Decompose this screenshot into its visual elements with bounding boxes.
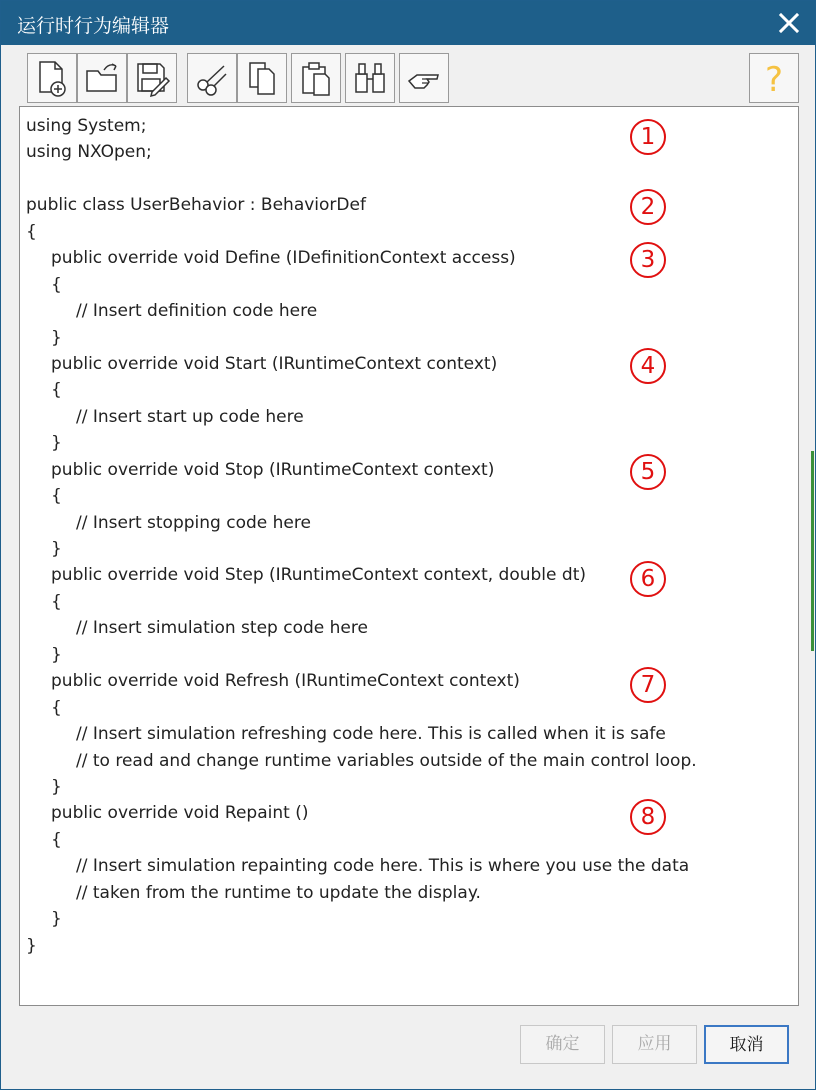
code-line: public override void Repaint () <box>51 803 309 824</box>
code-line: } <box>26 935 37 956</box>
annotation-marker-7: 7 <box>630 667 666 703</box>
code-line: { <box>51 380 62 401</box>
code-line: public class UserBehavior : BehaviorDef <box>26 195 366 216</box>
find-binoculars-icon <box>346 54 394 102</box>
code-line: using System; <box>26 116 147 136</box>
copy-icon <box>238 54 286 102</box>
new-file-button[interactable] <box>27 53 77 103</box>
code-line: // Insert definition code here <box>76 301 318 322</box>
save-button[interactable] <box>127 53 177 103</box>
code-line: { <box>51 274 62 295</box>
cancel-button[interactable]: 取消 <box>704 1025 789 1064</box>
open-folder-icon <box>78 54 126 102</box>
code-line: // to read and change runtime variables outside of the main control loop. <box>76 750 697 771</box>
code-line: { <box>51 697 62 718</box>
annotation-marker-1: 1 <box>630 119 666 155</box>
code-editor[interactable] <box>19 106 799 1006</box>
code-line: { <box>26 221 37 242</box>
code-line: public override void Refresh (IRuntimeContext context) <box>51 671 520 692</box>
window-title: 运行时行为编辑器 <box>17 15 170 37</box>
point-hand-icon <box>400 54 448 102</box>
code-line: } <box>51 433 62 454</box>
code-line: // Insert simulation refreshing code here. This is called when it is safe <box>76 724 666 745</box>
point-button[interactable] <box>399 53 449 103</box>
annotation-marker-2: 2 <box>630 189 666 225</box>
close-button[interactable] <box>773 7 805 39</box>
code-line: public override void Define (IDefinitionContext access) <box>51 248 516 269</box>
annotation-marker-4: 4 <box>630 348 666 384</box>
help-label: ? <box>764 60 784 100</box>
code-line: // Insert stopping code here <box>76 512 311 533</box>
code-line: public override void Stop (IRuntimeContext context) <box>51 459 495 480</box>
title-bar[interactable] <box>1 1 815 45</box>
help-icon <box>750 54 798 102</box>
code-line: // Insert start up code here <box>76 406 304 427</box>
code-line: } <box>51 539 62 559</box>
paste-button[interactable] <box>291 53 341 103</box>
code-line: { <box>51 486 62 507</box>
code-line: // taken from the runtime to update the display. <box>76 882 481 903</box>
code-line: } <box>51 644 62 665</box>
code-line: public override void Start (IRuntimeContext context) <box>51 353 498 374</box>
annotation-marker-8: 8 <box>630 799 666 835</box>
save-edit-icon <box>128 54 176 102</box>
cut-scissors-icon <box>188 54 236 102</box>
apply-button[interactable]: 应用 <box>612 1025 697 1064</box>
code-line <box>26 166 791 192</box>
annotation-marker-6: 6 <box>630 561 666 597</box>
code-line: { <box>51 829 62 850</box>
new-file-icon <box>28 54 76 102</box>
toolbar <box>19 53 799 105</box>
code-line: public override void Step (IRuntimeContext context, double dt) <box>51 565 586 586</box>
code-line: } <box>51 909 62 930</box>
annotation-marker-5: 5 <box>630 454 666 490</box>
code-line: } <box>51 776 62 797</box>
code-line: using NXOpen; <box>26 142 152 163</box>
ok-button[interactable]: 确定 <box>520 1025 605 1064</box>
help-button[interactable] <box>749 53 799 103</box>
code-line: // Insert simulation step code here <box>76 618 368 639</box>
open-button[interactable] <box>77 53 127 103</box>
code-text <box>26 113 791 959</box>
code-line: } <box>51 327 62 348</box>
cut-button[interactable] <box>187 53 237 103</box>
copy-button[interactable] <box>237 53 287 103</box>
code-line: { <box>51 591 62 612</box>
find-button[interactable] <box>345 53 395 103</box>
annotation-marker-3: 3 <box>630 242 666 278</box>
window-edge-accent <box>811 451 814 651</box>
paste-icon <box>292 54 340 102</box>
code-line: // Insert simulation repainting code here. This is where you use the data <box>76 856 690 877</box>
close-icon <box>773 7 805 39</box>
